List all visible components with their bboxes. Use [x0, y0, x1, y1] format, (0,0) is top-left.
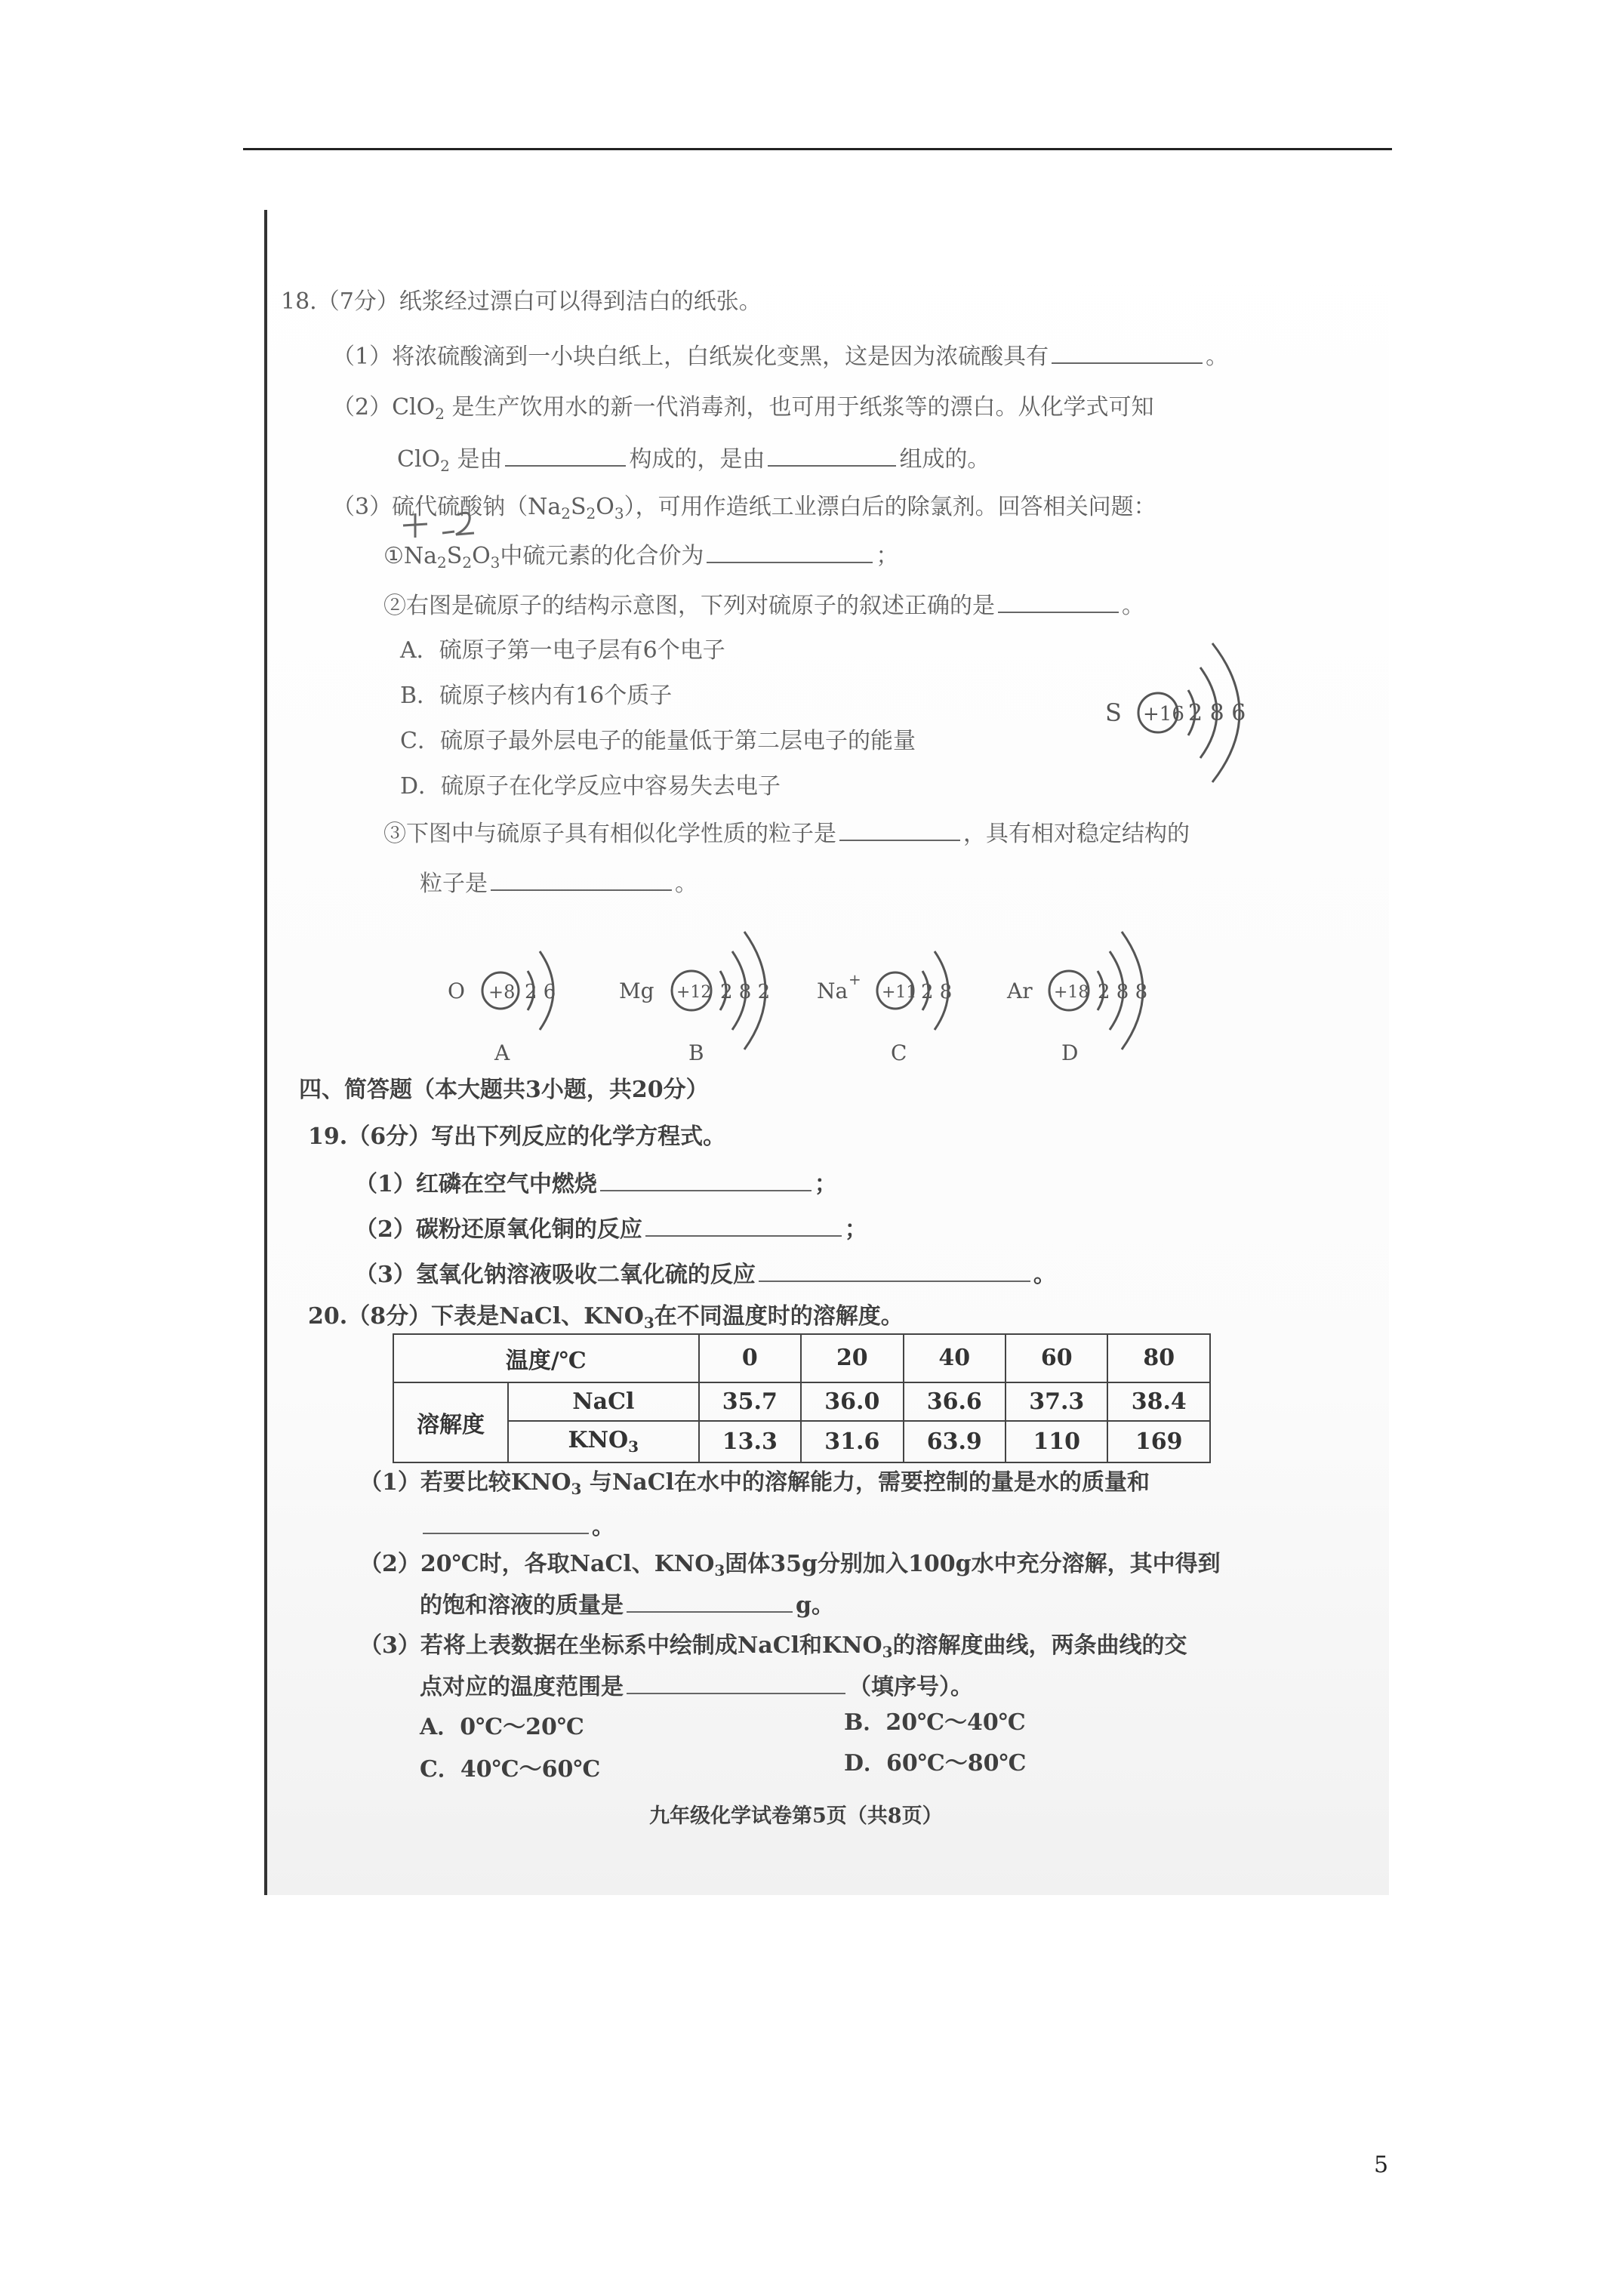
q20-part2: （2）20℃时，各取NaCl、$KNO_3$固体35g分别加入100g水中充分溶解，其中得到: [359, 1551, 1221, 1579]
q18-option-c: C．硫原子最外层电子的能量低于第二层电子的能量: [400, 728, 916, 754]
q20-heading: 20.（8分）下表是NaCl、$KNO_3$在不同温度时的溶解度。: [308, 1303, 904, 1332]
page-top-rule: [243, 148, 1392, 150]
scan-left-edge: [264, 210, 267, 1895]
particle-c-diagram: [817, 929, 968, 1065]
kno3-value: 13.3: [699, 1421, 801, 1462]
particle-a-shells: 2 6: [525, 981, 556, 1003]
q18-option-b: B．硫原子核内有16个质子: [400, 683, 673, 709]
q20-part3-cont: 点对应的温度范围是 （填序号）。: [420, 1672, 973, 1703]
q18-heading: 18.（7分）纸浆经过漂白可以得到洁白的纸张。: [281, 288, 762, 315]
q19-part2: （2）碳粉还原氧化铜的反应 ；: [355, 1214, 867, 1245]
q18-option-a: A．硫原子第一电子层有6个电子: [400, 637, 725, 664]
particle-d-label: D: [1061, 1040, 1079, 1065]
q20-part2-cont: 的饱和溶液的质量是 g。: [420, 1590, 834, 1621]
particle-c-charge: +: [848, 970, 861, 988]
nacl-label: NaCl: [508, 1382, 699, 1421]
q20-part1: （1）若要比较$KNO_3$ 与NaCl在水中的溶解能力，需要控制的量是水的质量和: [359, 1469, 1150, 1498]
q18-sub1: $①Na_2S_2O_3$中硫元素的化合价为 ；: [383, 541, 898, 578]
page-number: 5: [1374, 2152, 1389, 2178]
solubility-group-label: 溶解度: [393, 1382, 508, 1462]
q20-part1-cont: 。: [420, 1512, 614, 1542]
q18-part2: （2）ClO$_2$ 是生产饮用水的新一代消毒剂，也可用于纸浆等的漂白。从化学式可知: [332, 394, 1154, 423]
sulfur-nucleus: +16: [1143, 703, 1184, 726]
nacl-value: 36.6: [904, 1382, 1006, 1421]
temp-header: 温度/℃: [393, 1334, 699, 1382]
q18-part3: （3）硫代硫酸钠$(Na_2S_2O_3)$，可用作造纸工业漂白后的除氯剂。回答相关问题：: [332, 494, 1156, 522]
nacl-value: 38.4: [1107, 1382, 1210, 1421]
section-4-heading: 四、简答题（本大题共3小题，共20分）: [299, 1077, 709, 1103]
particle-c-shells: 2 8: [921, 981, 953, 1003]
particle-a-symbol: O: [448, 978, 465, 1003]
temp-80: 80: [1107, 1334, 1210, 1382]
q20-option-d: D．60℃～80℃: [844, 1750, 1027, 1777]
handwritten-valence-mark: [393, 507, 544, 553]
temp-40: 40: [904, 1334, 1006, 1382]
q19-part1: （1）红磷在空气中燃烧 ；: [355, 1169, 837, 1200]
particle-a-label: A: [494, 1040, 510, 1065]
particle-c-symbol: Na: [817, 978, 848, 1003]
solubility-table: [393, 1333, 1211, 1463]
q18-part2-cont: ClO$_2$ 是由 构成的，是由 组成的。: [397, 444, 990, 481]
q18-part1: （1）将浓硫酸滴到一小块白纸上，白纸炭化变黑，这是因为浓硫酸具有 。: [332, 341, 1228, 372]
particle-d-shells: 2 8 8: [1098, 981, 1148, 1003]
q18-option-d: D．硫原子在化学反应中容易失去电子: [400, 773, 781, 800]
q20-option-c: C．40℃～60℃: [420, 1756, 601, 1783]
temp-20: 20: [801, 1334, 903, 1382]
q20-option-a: A．0℃～20℃: [420, 1714, 584, 1740]
kno3-label: $KNO_3$: [508, 1421, 699, 1462]
particle-b-label: B: [688, 1040, 704, 1065]
particle-b-symbol: Mg: [619, 978, 654, 1003]
nacl-value: 37.3: [1006, 1382, 1107, 1421]
sulfur-shells: 2 8 6: [1188, 700, 1246, 726]
particle-b-diagram: [619, 929, 815, 1065]
kno3-value: 63.9: [904, 1421, 1006, 1462]
particle-d-diagram: [1007, 929, 1188, 1065]
q18-sub2: ②右图是硫原子的结构示意图，下列对硫原子的叙述正确的是 。: [383, 590, 1144, 621]
nacl-value: 35.7: [699, 1382, 801, 1421]
particle-b-shells: 2 8 2: [720, 981, 771, 1003]
particle-a-diagram: [442, 929, 608, 1065]
nacl-value: 36.0: [801, 1382, 903, 1421]
particle-d-symbol: Ar: [1007, 978, 1033, 1003]
q18-sub3: ③下图中与硫原子具有相似化学性质的粒子是 ，具有相对稳定结构的: [383, 818, 1190, 849]
temp-0: 0: [699, 1334, 801, 1382]
kno3-value: 110: [1006, 1421, 1107, 1462]
temp-60: 60: [1006, 1334, 1107, 1382]
table-row: [393, 1334, 1210, 1382]
particle-c-label: C: [891, 1040, 907, 1065]
q20-part3: （3）若将上表数据在坐标系中绘制成NaCl和$KNO_3$的溶解度曲线，两条曲线的交: [359, 1632, 1187, 1661]
table-row: [393, 1382, 1210, 1421]
sulfur-atom-diagram: [1095, 627, 1321, 793]
q20-option-b: B．20℃～40℃: [844, 1709, 1026, 1736]
sulfur-symbol: S: [1105, 698, 1122, 727]
particle-a-nucleus: +8: [488, 982, 516, 1003]
particle-d-nucleus: +18: [1054, 983, 1089, 1002]
table-row: [393, 1421, 1210, 1462]
kno3-value: 31.6: [801, 1421, 903, 1462]
particle-c-nucleus: +11: [882, 983, 917, 1002]
q18-sub3-cont: 粒子是 。: [420, 868, 698, 899]
kno3-value: 169: [1107, 1421, 1210, 1462]
exam-footer: 九年级化学试卷第5页（共8页）: [649, 1804, 943, 1828]
particle-b-nucleus: +12: [676, 983, 712, 1002]
q19-part3: （3）氢氧化钠溶液吸收二氧化硫的反应 。: [355, 1259, 1056, 1290]
q19-heading: 19.（6分）写出下列反应的化学方程式。: [308, 1123, 726, 1150]
